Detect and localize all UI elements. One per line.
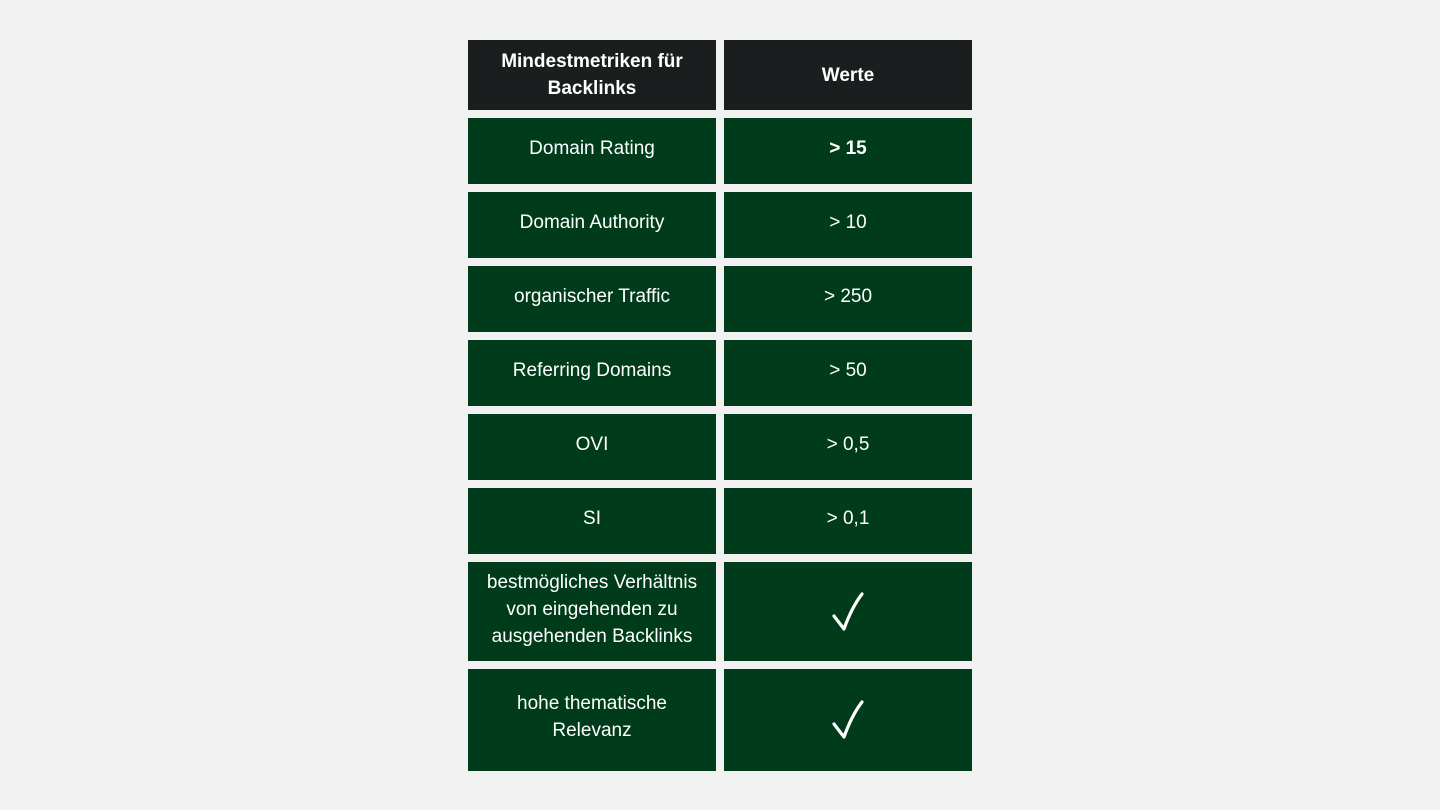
table-row — [468, 669, 972, 771]
table-header-row — [468, 40, 972, 110]
table-row — [468, 118, 972, 184]
metric-cell: bestmögliches Verhältnis von eingehenden zu ausgehenden Backlinks — [468, 562, 716, 661]
value-cell: > 15 — [724, 118, 972, 184]
value-cell: > 50 — [724, 340, 972, 406]
metric-cell: OVI — [468, 414, 716, 480]
checkmark-icon — [831, 591, 865, 633]
value-cell — [724, 669, 972, 771]
table-row — [468, 488, 972, 554]
value-cell: > 10 — [724, 192, 972, 258]
metric-cell: organischer Traffic — [468, 266, 716, 332]
table-row — [468, 192, 972, 258]
metrics-table — [468, 40, 972, 779]
value-cell: > 250 — [724, 266, 972, 332]
metric-cell: Domain Rating — [468, 118, 716, 184]
metric-cell: hohe thematische Relevanz — [468, 669, 716, 771]
table-row — [468, 414, 972, 480]
metric-cell: SI — [468, 488, 716, 554]
value-cell: > 0,1 — [724, 488, 972, 554]
table-row — [468, 266, 972, 332]
value-cell: > 0,5 — [724, 414, 972, 480]
metric-cell: Domain Authority — [468, 192, 716, 258]
table-row — [468, 340, 972, 406]
value-cell — [724, 562, 972, 661]
metric-cell: Referring Domains — [468, 340, 716, 406]
header-metric-cell: Mindestmetriken für Backlinks — [468, 40, 716, 110]
table-row — [468, 562, 972, 661]
header-value-cell: Werte — [724, 40, 972, 110]
checkmark-icon — [831, 699, 865, 741]
